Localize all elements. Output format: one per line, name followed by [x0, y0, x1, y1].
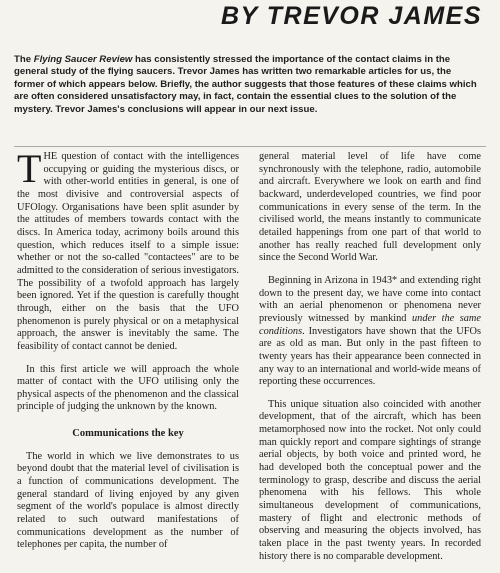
publication-name: Flying Saucer Review: [33, 54, 133, 65]
article-paragraph: The world in which we live demonstrates to us beyond doubt that the material level of civilisation is a function of communications development. The general standard of living enjoyed by any given segment of the world's populace is almost directly related to such outward manifestations of communications development as the number of telephones per capita, the number of: [17, 450, 239, 551]
article-paragraph: [259, 275, 481, 389]
author-byline: BY TREVOR JAMES: [221, 2, 482, 30]
intro-pre: The: [14, 54, 34, 65]
editorial-intro: [14, 54, 484, 116]
paragraph-text: Beginning in Arizona in 1943* and extending right down to the present day, we have come into contact with an aerial phenomenon or phenomena never previously witnessed by mankind: [259, 274, 481, 324]
article-paragraph: In this first article we will approach the whole matter of contact with the UFO utilising only the physical aspects of the phenomenon and the classical principle of judging the unknown by the known.: [17, 363, 239, 413]
emphasis-text: under the same conditions: [259, 312, 481, 337]
article-paragraph: general material level of life have come synchronously with the telephone, radio, automobile and aircraft. Everywhere we look on earth and find backward, underdeveloped countries, we find poor communications in every sense of the term. In the civilised world, the means instantly to communicate detailed happenings from one part of that world to another has really reached full development only since the Second World War.: [259, 151, 481, 264]
paragraph-text: HE question of contact with the intelligences occupying or guiding the mysterious discs, or with other-world entities in general, is one of the most divisive and controversial aspects of UFOlogy. Organisations have been split asunder by the attitudes of members towards contact with the discs. In America today, acrimony boils around this question, which reduces itself to a simple issue: whether or not the so-called "contactees" are to be admitted to the consideration of serious investigators. The possibility of a twofold approach has largely been ignored. Yet if the question is carefully thought through, either on the basis that the UFO phenomenon is purely physical or on a metaphysical approach, the answer is inevitably the same. The feasibility of contact cannot be denied.: [17, 151, 239, 352]
paragraph-text: . Investigators have shown that the UFOs are as old as man. But only in the past fifteen to twenty years has their appearance been connected in any way to an international and world-wide means of reporting these occurrences.: [259, 325, 481, 388]
section-divider: [14, 146, 486, 147]
section-heading: Communications the key: [72, 428, 184, 440]
drop-cap: T: [17, 146, 42, 191]
article-paragraph: This unique situation also coincided with another development, that of the aircraft, which has been metamorphosed now into the rocket. Not only could man quickly report and compare sightings of strange aerial objects, by both voice and printed word, he had developed both the conceptual power and the terminology to grasp, describe and discuss the aerial phenomena with his fellows. This whole simultaneous development of communications, mastery of flight and electronic methods of observing and measuring the objects involved, has taken place in the past twenty years. In recorded history there is no comparable development.: [259, 398, 481, 562]
article-column-right: [259, 151, 481, 573]
article-paragraph: [17, 146, 239, 354]
article-column-left: [17, 146, 239, 562]
intro-text: has consistently stressed the importance of the contact claims in the general study of the flying saucers. Trevor James has written two remarkable articles for us, the former of which appears below. Briefly, the author suggests that those features of these claims which are often considered unsatisfactory may, in fact, contain the essential clues to the solution of the mystery. Trevor James's conclusions will appear in our next issue.: [14, 54, 477, 115]
